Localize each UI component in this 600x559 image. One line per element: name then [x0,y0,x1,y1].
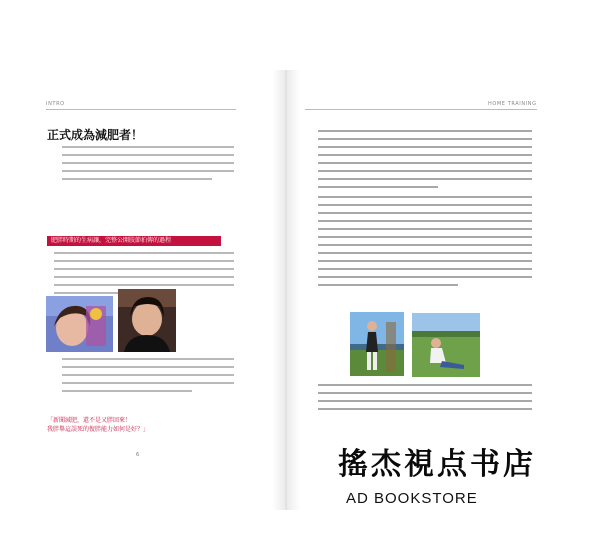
pull-quote-line-1: 「新聞減肥，還不是又胖回來！ [47,417,132,424]
pull-quote [47,416,217,434]
chapter-title: 正式成為減肥者！ [47,128,144,142]
bookstore-logo-english: AD BOOKSTORE [346,490,478,507]
left-paragraph-3 [62,358,234,398]
after-photo-2 [412,313,480,377]
left-page-number: 6 [136,452,140,458]
right-running-header: HOME TRAINING [488,101,537,107]
after-photo-1 [350,312,404,376]
bookstore-logo-name: 搖杰視点书店 [338,447,536,482]
intro-paragraph [62,146,234,186]
right-header-rule [305,109,537,110]
right-paragraph-1 [318,130,532,194]
book-spine [272,70,300,510]
left-running-header: INTRO [46,101,65,107]
right-paragraph-3 [318,384,532,416]
pull-quote-line-2: 我胖舉這誤死的復胖能力如何是好？」 [47,426,150,433]
section-subheading: 肥胖時期的生病讓，完整公開肢節拍傳的過程 [47,236,221,246]
left-header-rule [46,109,236,110]
right-paragraph-2 [318,196,532,292]
bookstore-logo [338,442,588,508]
before-photo-1 [46,296,113,352]
before-photo-2 [118,289,176,352]
